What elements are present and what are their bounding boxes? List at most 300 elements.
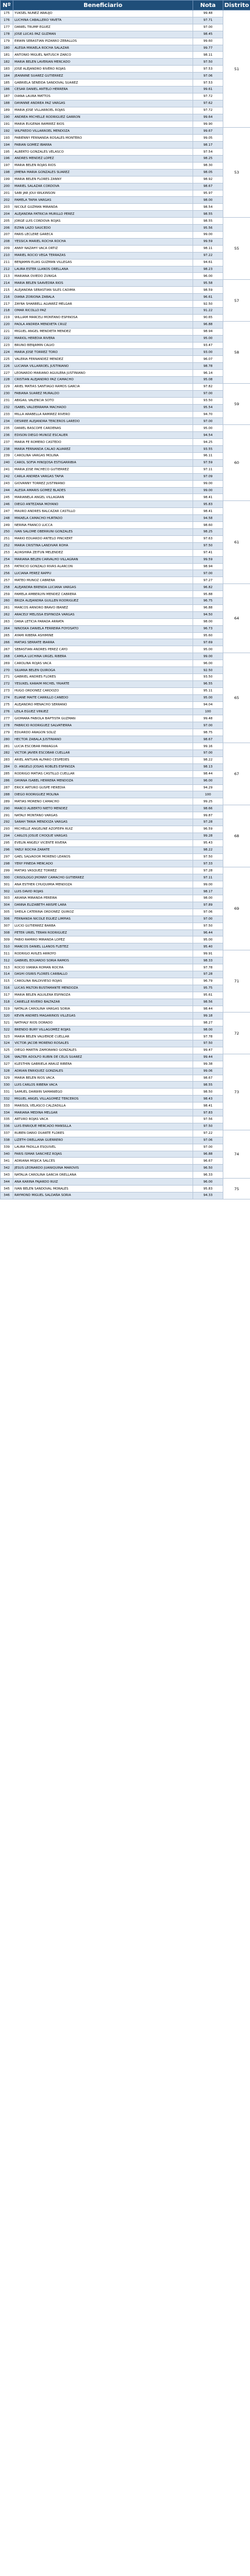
score-value[interactable]: 96.50 bbox=[193, 1165, 223, 1172]
beneficiary-name[interactable]: BRUNO BENJAMIN CALVO bbox=[13, 342, 193, 349]
row-number[interactable]: 282 bbox=[1, 750, 13, 756]
beneficiary-name[interactable]: DANNA ELIZABETH ARISPE LARA bbox=[13, 902, 193, 909]
row-number[interactable]: 242 bbox=[1, 473, 13, 480]
score-value[interactable]: 99.59 bbox=[193, 556, 223, 563]
row-number[interactable]: 343 bbox=[1, 1172, 13, 1179]
beneficiary-name[interactable]: JORGE LUIS CORDOVA ROJAS bbox=[13, 218, 193, 225]
score-value[interactable]: 99.00 bbox=[193, 232, 223, 239]
beneficiary-name[interactable]: FABIANA SUAREZ MURALDO bbox=[13, 390, 193, 397]
row-number[interactable]: 267 bbox=[1, 646, 13, 653]
score-value[interactable]: 97.56 bbox=[193, 1116, 223, 1123]
beneficiary-name[interactable]: RAYMOND MIGUEL SALDAÑA SORIA bbox=[13, 1192, 193, 1199]
score-value[interactable]: 98.55 bbox=[193, 1082, 223, 1089]
district-cell[interactable]: 65 bbox=[223, 653, 250, 743]
beneficiary-name[interactable]: IVAN BELEN SANDOVAL MORALES bbox=[13, 1186, 193, 1192]
beneficiary-name[interactable]: BENJAMIN ELIAS GUZMAN VILLEGAS bbox=[13, 259, 193, 266]
beneficiary-name[interactable]: ANDRES MENDEZ LOPEZ bbox=[13, 156, 193, 163]
row-number[interactable]: 330 bbox=[1, 1082, 13, 1089]
row-number[interactable]: 186 bbox=[1, 86, 13, 93]
beneficiary-name[interactable]: SILVANA BELEN QUIROGA bbox=[13, 667, 193, 674]
row-number[interactable]: 284 bbox=[1, 763, 13, 770]
beneficiary-name[interactable]: MARIA BELEN AGUILERA ESPINOZA bbox=[13, 992, 193, 999]
row-number[interactable]: 221 bbox=[1, 328, 13, 335]
score-value[interactable]: 96.79 bbox=[193, 978, 223, 985]
row-number[interactable]: 231 bbox=[1, 397, 13, 404]
row-number[interactable]: 326 bbox=[1, 1054, 13, 1061]
beneficiary-name[interactable]: FABIO RAMIRO MIRANDA LOPEZ bbox=[13, 936, 193, 943]
score-value[interactable]: 100 bbox=[193, 708, 223, 715]
beneficiary-name[interactable]: HUGO ORDONEZ CARDOZO bbox=[13, 687, 193, 694]
score-value[interactable]: 98.60 bbox=[193, 522, 223, 529]
score-value[interactable]: 99.00 bbox=[193, 487, 223, 494]
row-number[interactable]: 331 bbox=[1, 1089, 13, 1096]
score-value[interactable]: 96.61 bbox=[193, 294, 223, 301]
row-number[interactable]: 194 bbox=[1, 142, 13, 149]
beneficiary-name[interactable]: YUKSEL NUNEZ ARAUJO bbox=[13, 10, 193, 17]
beneficiary-name[interactable]: ISABEL VALDERRAMA MACHADO bbox=[13, 404, 193, 411]
row-number[interactable]: 334 bbox=[1, 1109, 13, 1116]
score-value[interactable]: 98.00 bbox=[193, 197, 223, 204]
district-cell[interactable]: 64 bbox=[223, 584, 250, 653]
row-number[interactable]: 332 bbox=[1, 1096, 13, 1103]
beneficiary-name[interactable]: IVAN SALOME OBERRUNI GONZALES bbox=[13, 528, 193, 535]
score-value[interactable]: 97.22 bbox=[193, 1130, 223, 1137]
score-value[interactable]: 96.07 bbox=[193, 356, 223, 363]
score-value[interactable]: 95.00 bbox=[193, 646, 223, 653]
score-value[interactable]: 99.00 bbox=[193, 653, 223, 660]
beneficiary-name[interactable]: PARIS LECLERE GARECA bbox=[13, 232, 193, 239]
beneficiary-name[interactable]: LUCIANA PEREZ RAPPU bbox=[13, 570, 193, 577]
beneficiary-name[interactable]: FABRICIO RODRIGUEZ SALVATIERRA bbox=[13, 722, 193, 729]
score-value[interactable]: 97.11 bbox=[193, 874, 223, 881]
row-number[interactable]: 203 bbox=[1, 204, 13, 211]
score-value[interactable]: 95.75 bbox=[193, 985, 223, 992]
beneficiary-name[interactable]: MARIA BELEN RIOS VACA bbox=[13, 1075, 193, 1082]
row-number[interactable]: 237 bbox=[1, 439, 13, 446]
score-value[interactable]: 91.22 bbox=[193, 307, 223, 314]
score-value[interactable]: 97.00 bbox=[193, 24, 223, 31]
score-value[interactable]: 98.17 bbox=[193, 888, 223, 895]
beneficiary-name[interactable]: DASHI OSIRIS FLORES CARBALLO bbox=[13, 971, 193, 978]
score-value[interactable]: 97.09 bbox=[193, 473, 223, 480]
score-value[interactable]: 98.66 bbox=[193, 805, 223, 812]
beneficiary-name[interactable]: MARISOL VELASCO CALZADILLA bbox=[13, 1103, 193, 1109]
row-number[interactable]: 278 bbox=[1, 722, 13, 729]
row-number[interactable]: 192 bbox=[1, 128, 13, 135]
score-value[interactable]: 97.00 bbox=[193, 1144, 223, 1151]
beneficiary-name[interactable]: MARIANA OVIEDO ZUNIGA bbox=[13, 273, 193, 280]
row-number[interactable]: 258 bbox=[1, 584, 13, 591]
score-value[interactable]: 98.43 bbox=[193, 1096, 223, 1103]
beneficiary-name[interactable]: MARIA JOSE TORREZ TORO bbox=[13, 349, 193, 356]
row-number[interactable]: 264 bbox=[1, 625, 13, 632]
score-value[interactable]: 97.28 bbox=[193, 867, 223, 874]
beneficiary-name[interactable]: DANA LETICIA PARADA ARRATA bbox=[13, 618, 193, 625]
score-value[interactable]: 97.72 bbox=[193, 107, 223, 114]
score-value[interactable]: 96.00 bbox=[193, 1179, 223, 1186]
row-number[interactable]: 254 bbox=[1, 556, 13, 563]
row-number[interactable]: 220 bbox=[1, 321, 13, 328]
row-number[interactable]: 288 bbox=[1, 791, 13, 798]
beneficiary-name[interactable]: MIKAELA CAMACHO HURTADO bbox=[13, 515, 193, 522]
beneficiary-name[interactable]: ELTAN LAZO SAUCEDO bbox=[13, 225, 193, 232]
beneficiary-name[interactable]: PAMELA AMBERLYN MENDEZ CABRERA bbox=[13, 591, 193, 598]
row-number[interactable]: 287 bbox=[1, 784, 13, 791]
row-number[interactable]: 201 bbox=[1, 190, 13, 197]
row-number[interactable]: 179 bbox=[1, 38, 13, 45]
row-number[interactable]: 232 bbox=[1, 404, 13, 411]
row-number[interactable]: 240 bbox=[1, 459, 13, 466]
score-value[interactable]: 95.40 bbox=[193, 943, 223, 950]
row-number[interactable]: 259 bbox=[1, 591, 13, 598]
score-value[interactable]: 99.05 bbox=[193, 135, 223, 142]
score-value[interactable]: 99.06 bbox=[193, 1068, 223, 1075]
row-number[interactable]: 317 bbox=[1, 992, 13, 999]
beneficiary-name[interactable]: FARIS ISMAR SANCHEZ ROJAS bbox=[13, 1151, 193, 1158]
score-value[interactable]: 97.72 bbox=[193, 93, 223, 100]
row-number[interactable]: 286 bbox=[1, 777, 13, 784]
score-value[interactable]: 98.55 bbox=[193, 211, 223, 218]
row-number[interactable]: 321 bbox=[1, 1019, 13, 1026]
beneficiary-name[interactable]: MARIANA BELEN CARVALHO VILLAGRAN bbox=[13, 556, 193, 563]
row-number[interactable]: 223 bbox=[1, 342, 13, 349]
row-number[interactable]: 270 bbox=[1, 667, 13, 674]
row-number[interactable]: 183 bbox=[1, 66, 13, 73]
beneficiary-name[interactable]: NATHALY RIOS DORADO bbox=[13, 1019, 193, 1026]
beneficiary-name[interactable]: VICTOR JACOB MORENO ROSALES bbox=[13, 1040, 193, 1047]
beneficiary-name[interactable]: JEANNINE SUAREZ GUTIERREZ bbox=[13, 73, 193, 80]
score-value[interactable]: 96.00 bbox=[193, 777, 223, 784]
beneficiary-name[interactable]: FABIENNY FERNANDA ROSALES MONTERO bbox=[13, 135, 193, 142]
score-value[interactable]: 96.00 bbox=[193, 660, 223, 667]
score-value[interactable]: 97.00 bbox=[193, 570, 223, 577]
score-value[interactable]: 97.53 bbox=[193, 66, 223, 73]
beneficiary-name[interactable]: CRISOLOGO JHONNY CAMACHO GUTIERREZ bbox=[13, 874, 193, 881]
row-number[interactable]: 274 bbox=[1, 694, 13, 701]
score-value[interactable]: 97.06 bbox=[193, 909, 223, 916]
row-number[interactable]: 219 bbox=[1, 314, 13, 321]
beneficiary-name[interactable]: AYAMI RIBERA ASHIMINE bbox=[13, 632, 193, 639]
row-number[interactable]: 216 bbox=[1, 294, 13, 301]
score-value[interactable]: 96.00 bbox=[193, 273, 223, 280]
beneficiary-name[interactable]: DIANA LAURA MATTOS bbox=[13, 93, 193, 100]
beneficiary-name[interactable]: ZAYRA SHARBELL ALVAREZ MELGAR bbox=[13, 301, 193, 308]
row-number[interactable]: 300 bbox=[1, 874, 13, 881]
score-value[interactable]: 98.59 bbox=[193, 287, 223, 294]
score-value[interactable]: 96.82 bbox=[193, 584, 223, 591]
score-value[interactable]: 97.62 bbox=[193, 100, 223, 107]
score-value[interactable]: 94.50 bbox=[193, 611, 223, 618]
score-value[interactable]: 99.18 bbox=[193, 1013, 223, 1019]
score-value[interactable]: 97.50 bbox=[193, 853, 223, 860]
score-value[interactable]: 99.77 bbox=[193, 45, 223, 52]
score-value[interactable]: 96.33 bbox=[193, 1172, 223, 1179]
district-cell[interactable]: 53 bbox=[223, 128, 250, 218]
row-number[interactable]: 276 bbox=[1, 708, 13, 715]
beneficiary-name[interactable]: NATALIA CAROLINA VARGAS SORIA bbox=[13, 1006, 193, 1013]
score-value[interactable]: 97.50 bbox=[193, 1040, 223, 1047]
row-number[interactable]: 294 bbox=[1, 833, 13, 840]
row-number[interactable]: 251 bbox=[1, 535, 13, 542]
score-value[interactable]: 99.38 bbox=[193, 1061, 223, 1068]
district-cell[interactable]: 73 bbox=[223, 1054, 250, 1130]
score-value[interactable]: 99.44 bbox=[193, 1054, 223, 1061]
district-cell[interactable]: 57 bbox=[223, 280, 250, 321]
row-number[interactable]: 209 bbox=[1, 245, 13, 252]
row-number[interactable]: 256 bbox=[1, 570, 13, 577]
beneficiary-name[interactable]: MATIAS VASQUEZ TORREZ bbox=[13, 867, 193, 874]
score-value[interactable]: 98.45 bbox=[193, 31, 223, 38]
beneficiary-name[interactable]: ALEJANDRA BRENDA LUCIANA VARGAS bbox=[13, 584, 193, 591]
row-number[interactable]: 205 bbox=[1, 218, 13, 225]
row-number[interactable]: 279 bbox=[1, 729, 13, 736]
beneficiary-name[interactable]: D. ANGELO JOSIAS ROBLES ESPINOZA bbox=[13, 763, 193, 770]
beneficiary-name[interactable]: FABIAN GOMEZ IBARRA bbox=[13, 142, 193, 149]
row-number[interactable]: 217 bbox=[1, 301, 13, 308]
score-value[interactable]: 98.23 bbox=[193, 266, 223, 273]
row-number[interactable]: 248 bbox=[1, 515, 13, 522]
score-value[interactable]: 98.56 bbox=[193, 999, 223, 1006]
score-value[interactable]: 98.78 bbox=[193, 363, 223, 370]
row-number[interactable]: 327 bbox=[1, 1061, 13, 1068]
beneficiary-name[interactable]: DANIEL BASCOPE CARDENAS bbox=[13, 425, 193, 432]
row-number[interactable]: 305 bbox=[1, 909, 13, 916]
score-value[interactable]: 98.13 bbox=[193, 763, 223, 770]
row-number[interactable]: 314 bbox=[1, 971, 13, 978]
score-value[interactable]: 98.55 bbox=[193, 218, 223, 225]
header-number[interactable]: Nº bbox=[1, 1, 13, 10]
score-value[interactable]: 98.25 bbox=[193, 528, 223, 535]
row-number[interactable]: 178 bbox=[1, 31, 13, 38]
row-number[interactable]: 239 bbox=[1, 453, 13, 460]
score-value[interactable]: 97.69 bbox=[193, 639, 223, 646]
beneficiary-name[interactable]: GAEL SALVADOR MORENO LEANOS bbox=[13, 853, 193, 860]
beneficiary-name[interactable]: MARIANA MEDINA MELGAR bbox=[13, 1109, 193, 1116]
score-value[interactable]: 97.50 bbox=[193, 59, 223, 66]
row-number[interactable]: 338 bbox=[1, 1137, 13, 1144]
district-cell[interactable]: 68 bbox=[223, 805, 250, 867]
beneficiary-name[interactable]: CAROLINA VARGAS MOLINA bbox=[13, 453, 193, 460]
score-value[interactable]: 99.59 bbox=[193, 238, 223, 245]
beneficiary-name[interactable]: DIANA ZORIONA ZABALA bbox=[13, 294, 193, 301]
beneficiary-name[interactable]: CAROL SOFIA HINOJOSA ESTIGARRIBIA bbox=[13, 459, 193, 466]
row-number[interactable]: 307 bbox=[1, 923, 13, 929]
row-number[interactable]: 244 bbox=[1, 487, 13, 494]
score-value[interactable]: 97.71 bbox=[193, 17, 223, 24]
beneficiary-name[interactable]: ALEJANDRA PATRICIA MURILLO PEREZ bbox=[13, 211, 193, 218]
header-district[interactable]: Distrito bbox=[223, 1, 250, 10]
beneficiary-name[interactable]: ALYASHIRA ZEITUN MELENDEZ bbox=[13, 549, 193, 556]
beneficiary-name[interactable]: LUCIANA VILLARROEL JUSTINIANO bbox=[13, 363, 193, 370]
beneficiary-name[interactable]: CARLA ANDREA VARGAS TAPIA bbox=[13, 473, 193, 480]
beneficiary-name[interactable]: CRISTIAN ALEJANDRO PAZ CAMACHO bbox=[13, 377, 193, 384]
beneficiary-name[interactable]: PAOLA ANDREA MENDIETA CRUZ bbox=[13, 321, 193, 328]
score-value[interactable]: 94.25 bbox=[193, 439, 223, 446]
score-value[interactable]: 92.50 bbox=[193, 301, 223, 308]
beneficiary-name[interactable]: MARIA BELEN ROJAS RIOS bbox=[13, 162, 193, 169]
score-value[interactable]: 98.75 bbox=[193, 729, 223, 736]
row-number[interactable]: 210 bbox=[1, 252, 13, 259]
score-value[interactable]: 95.00 bbox=[193, 694, 223, 701]
row-number[interactable]: 333 bbox=[1, 1103, 13, 1109]
score-value[interactable]: 98.00 bbox=[193, 618, 223, 625]
score-value[interactable]: 96.88 bbox=[193, 321, 223, 328]
beneficiary-name[interactable]: MARCOS ARNORO BRAVO IBANEZ bbox=[13, 604, 193, 611]
beneficiary-name[interactable]: ANNY NAZAHY VACA ORTIZ bbox=[13, 245, 193, 252]
score-value[interactable]: 95.43 bbox=[193, 840, 223, 846]
score-value[interactable]: 93.50 bbox=[193, 674, 223, 681]
row-number[interactable]: 280 bbox=[1, 736, 13, 743]
row-number[interactable]: 342 bbox=[1, 1165, 13, 1172]
score-value[interactable]: 98.92 bbox=[193, 176, 223, 183]
row-number[interactable]: 283 bbox=[1, 756, 13, 763]
row-number[interactable]: 245 bbox=[1, 494, 13, 501]
beneficiary-name[interactable]: BRIZA ALEJANDRA GUILLEN RODRIGUEZ bbox=[13, 598, 193, 605]
row-number[interactable]: 312 bbox=[1, 957, 13, 964]
score-value[interactable]: 97.11 bbox=[193, 466, 223, 473]
score-value[interactable]: 97.83 bbox=[193, 1109, 223, 1116]
beneficiary-name[interactable]: SEBASTIAN ANDRES PEREZ CAYO bbox=[13, 646, 193, 653]
beneficiary-name[interactable]: DIEGO RODRIGUEZ MOLINA bbox=[13, 791, 193, 798]
score-value[interactable]: 99.28 bbox=[193, 833, 223, 840]
row-number[interactable]: 246 bbox=[1, 501, 13, 508]
score-value[interactable]: 98.41 bbox=[193, 508, 223, 515]
beneficiary-name[interactable]: ROCIO VIANKA ROMAN ROCHA bbox=[13, 964, 193, 971]
row-number[interactable]: 339 bbox=[1, 1144, 13, 1151]
score-value[interactable]: 98.50 bbox=[193, 1089, 223, 1096]
beneficiary-name[interactable]: CESAR DANIEL ANTELO HERRERA bbox=[13, 86, 193, 93]
score-value[interactable]: 97.89 bbox=[193, 902, 223, 909]
beneficiary-name[interactable]: ADRIANA MOJICA SALCES bbox=[13, 1158, 193, 1165]
row-number[interactable]: 319 bbox=[1, 1006, 13, 1013]
beneficiary-name[interactable]: MARCO ALBERTO NIETO MENDEZ bbox=[13, 805, 193, 812]
score-value[interactable]: 97.00 bbox=[193, 390, 223, 397]
score-value[interactable]: 97.00 bbox=[193, 750, 223, 756]
score-value[interactable]: 94.61 bbox=[193, 259, 223, 266]
beneficiary-name[interactable]: CAMILA LUCHINA URGEL RIBERA bbox=[13, 653, 193, 660]
beneficiary-name[interactable]: NATALY MONTANO VARGAS bbox=[13, 812, 193, 819]
score-value[interactable]: 98.94 bbox=[193, 328, 223, 335]
score-value[interactable]: 94.58 bbox=[193, 515, 223, 522]
score-value[interactable]: 98.22 bbox=[193, 756, 223, 763]
row-number[interactable]: 247 bbox=[1, 508, 13, 515]
score-value[interactable]: 99.00 bbox=[193, 881, 223, 888]
beneficiary-name[interactable]: PAMELA TAPIA VARGAS bbox=[13, 197, 193, 204]
beneficiary-name[interactable]: CAROLINA BALDIVIESO ROJAS bbox=[13, 978, 193, 985]
row-number[interactable]: 303 bbox=[1, 895, 13, 902]
score-value[interactable]: 97.78 bbox=[193, 1033, 223, 1040]
row-number[interactable]: 322 bbox=[1, 1026, 13, 1033]
row-number[interactable]: 325 bbox=[1, 1047, 13, 1054]
score-value[interactable]: 97.50 bbox=[193, 1123, 223, 1130]
beneficiary-name[interactable]: MARIA JOSE PACHECO GUTIERREZ bbox=[13, 466, 193, 473]
row-number[interactable]: 238 bbox=[1, 446, 13, 453]
score-value[interactable]: 95.08 bbox=[193, 377, 223, 384]
score-value[interactable]: 96.75 bbox=[193, 598, 223, 605]
score-value[interactable]: 98.11 bbox=[193, 52, 223, 59]
score-value[interactable]: 97.00 bbox=[193, 418, 223, 425]
row-number[interactable]: 275 bbox=[1, 701, 13, 708]
row-number[interactable]: 318 bbox=[1, 999, 13, 1006]
score-value[interactable]: 97.28 bbox=[193, 971, 223, 978]
beneficiary-name[interactable]: MARIA EUGENIA RAMIREZ RIOS bbox=[13, 121, 193, 128]
row-number[interactable]: 266 bbox=[1, 639, 13, 646]
district-cell[interactable]: 61 bbox=[223, 501, 250, 584]
beneficiary-name[interactable]: WILLIAM MARCELI MONTANO ESPINOSA bbox=[13, 314, 193, 321]
beneficiary-name[interactable]: LEONARDO MARIANO AGUILERA JUSTINIANO bbox=[13, 370, 193, 377]
beneficiary-name[interactable]: MARIA BELEN LAVERIAN MERCADO bbox=[13, 59, 193, 66]
row-number[interactable]: 206 bbox=[1, 225, 13, 232]
beneficiary-name[interactable]: CARLOS JOSUE CHOQUE VARGAS bbox=[13, 833, 193, 840]
beneficiary-name[interactable]: PATRICIO GONZALO RIVAS ALARCON bbox=[13, 563, 193, 570]
row-number[interactable]: 235 bbox=[1, 425, 13, 432]
score-value[interactable]: 99.48 bbox=[193, 10, 223, 17]
beneficiary-name[interactable]: MARIEL SALAZAR CORDOVA bbox=[13, 183, 193, 190]
beneficiary-name[interactable]: LUIS DAVID ROJAS bbox=[13, 888, 193, 895]
score-value[interactable]: 94.54 bbox=[193, 432, 223, 439]
beneficiary-name[interactable]: NATALIA CAROLINA GARCIA ORELLANA bbox=[13, 1172, 193, 1179]
district-cell[interactable]: 74 bbox=[223, 1130, 250, 1178]
score-value[interactable]: 97.06 bbox=[193, 1137, 223, 1144]
score-value[interactable]: 97.50 bbox=[193, 923, 223, 929]
row-number[interactable]: 320 bbox=[1, 1013, 13, 1019]
score-value[interactable]: 98.67 bbox=[193, 736, 223, 743]
score-value[interactable]: 99.16 bbox=[193, 743, 223, 750]
score-value[interactable]: 94.04 bbox=[193, 701, 223, 708]
row-number[interactable]: 277 bbox=[1, 715, 13, 722]
beneficiary-name[interactable]: MIGUEL ANGEL MENDIETA MENDEZ bbox=[13, 328, 193, 335]
score-value[interactable]: 97.00 bbox=[193, 916, 223, 923]
row-number[interactable]: 269 bbox=[1, 660, 13, 667]
row-number[interactable]: 345 bbox=[1, 1186, 13, 1192]
row-number[interactable]: 316 bbox=[1, 985, 13, 992]
row-number[interactable]: 263 bbox=[1, 618, 13, 625]
beneficiary-name[interactable]: MARIOL HEREDIA RIVERA bbox=[13, 335, 193, 342]
row-number[interactable]: 328 bbox=[1, 1068, 13, 1075]
score-value[interactable]: 98.00 bbox=[193, 1026, 223, 1033]
score-value[interactable]: 99.25 bbox=[193, 798, 223, 805]
score-value[interactable]: 95.00 bbox=[193, 425, 223, 432]
header-score[interactable]: Nota bbox=[193, 1, 223, 10]
row-number[interactable]: 323 bbox=[1, 1033, 13, 1040]
beneficiary-name[interactable]: ADRIAN ENRIQUEZ GONZALES bbox=[13, 1068, 193, 1075]
beneficiary-name[interactable]: MATEO MUNOZ CABRERA bbox=[13, 577, 193, 584]
district-cell[interactable]: 60 bbox=[223, 425, 250, 501]
row-number[interactable]: 226 bbox=[1, 363, 13, 370]
beneficiary-name[interactable]: BRENDO BURY VILLAGOMEZ ROJAS bbox=[13, 1026, 193, 1033]
score-value[interactable]: 95.83 bbox=[193, 501, 223, 508]
beneficiary-name[interactable]: NERINA FRANCO LUCCA bbox=[13, 522, 193, 529]
district-cell[interactable]: 58 bbox=[223, 321, 250, 383]
score-value[interactable]: 96.88 bbox=[193, 1151, 223, 1158]
beneficiary-name[interactable]: MARIO EDUARDO ANTELO PINCKERT bbox=[13, 535, 193, 542]
row-number[interactable]: 301 bbox=[1, 881, 13, 888]
beneficiary-name[interactable]: MARIEL ROCIO VEGA TERRAZAS bbox=[13, 252, 193, 259]
row-number[interactable]: 297 bbox=[1, 853, 13, 860]
district-cell[interactable]: 55 bbox=[223, 218, 250, 280]
beneficiary-name[interactable]: LAURA ESTER LLANOS ORELLANA bbox=[13, 266, 193, 273]
beneficiary-name[interactable]: ALESIA AMARIS GOMEZ BLADES bbox=[13, 487, 193, 494]
row-number[interactable]: 299 bbox=[1, 867, 13, 874]
beneficiary-name[interactable]: MICHELLE ANGELINE AZOFEIFA RUIZ bbox=[13, 826, 193, 833]
beneficiary-name[interactable]: EVELIN ANGELY VICENTE RIVERA bbox=[13, 840, 193, 846]
district-cell[interactable]: 69 bbox=[223, 867, 250, 950]
beneficiary-name[interactable]: LUIS CARLOS RIBERA VACA bbox=[13, 1082, 193, 1089]
score-value[interactable]: 97.63 bbox=[193, 535, 223, 542]
row-number[interactable]: 196 bbox=[1, 156, 13, 163]
beneficiary-name[interactable]: LUCIO GUTIERREZ BARBA bbox=[13, 923, 193, 929]
score-value[interactable]: 95.58 bbox=[193, 280, 223, 287]
